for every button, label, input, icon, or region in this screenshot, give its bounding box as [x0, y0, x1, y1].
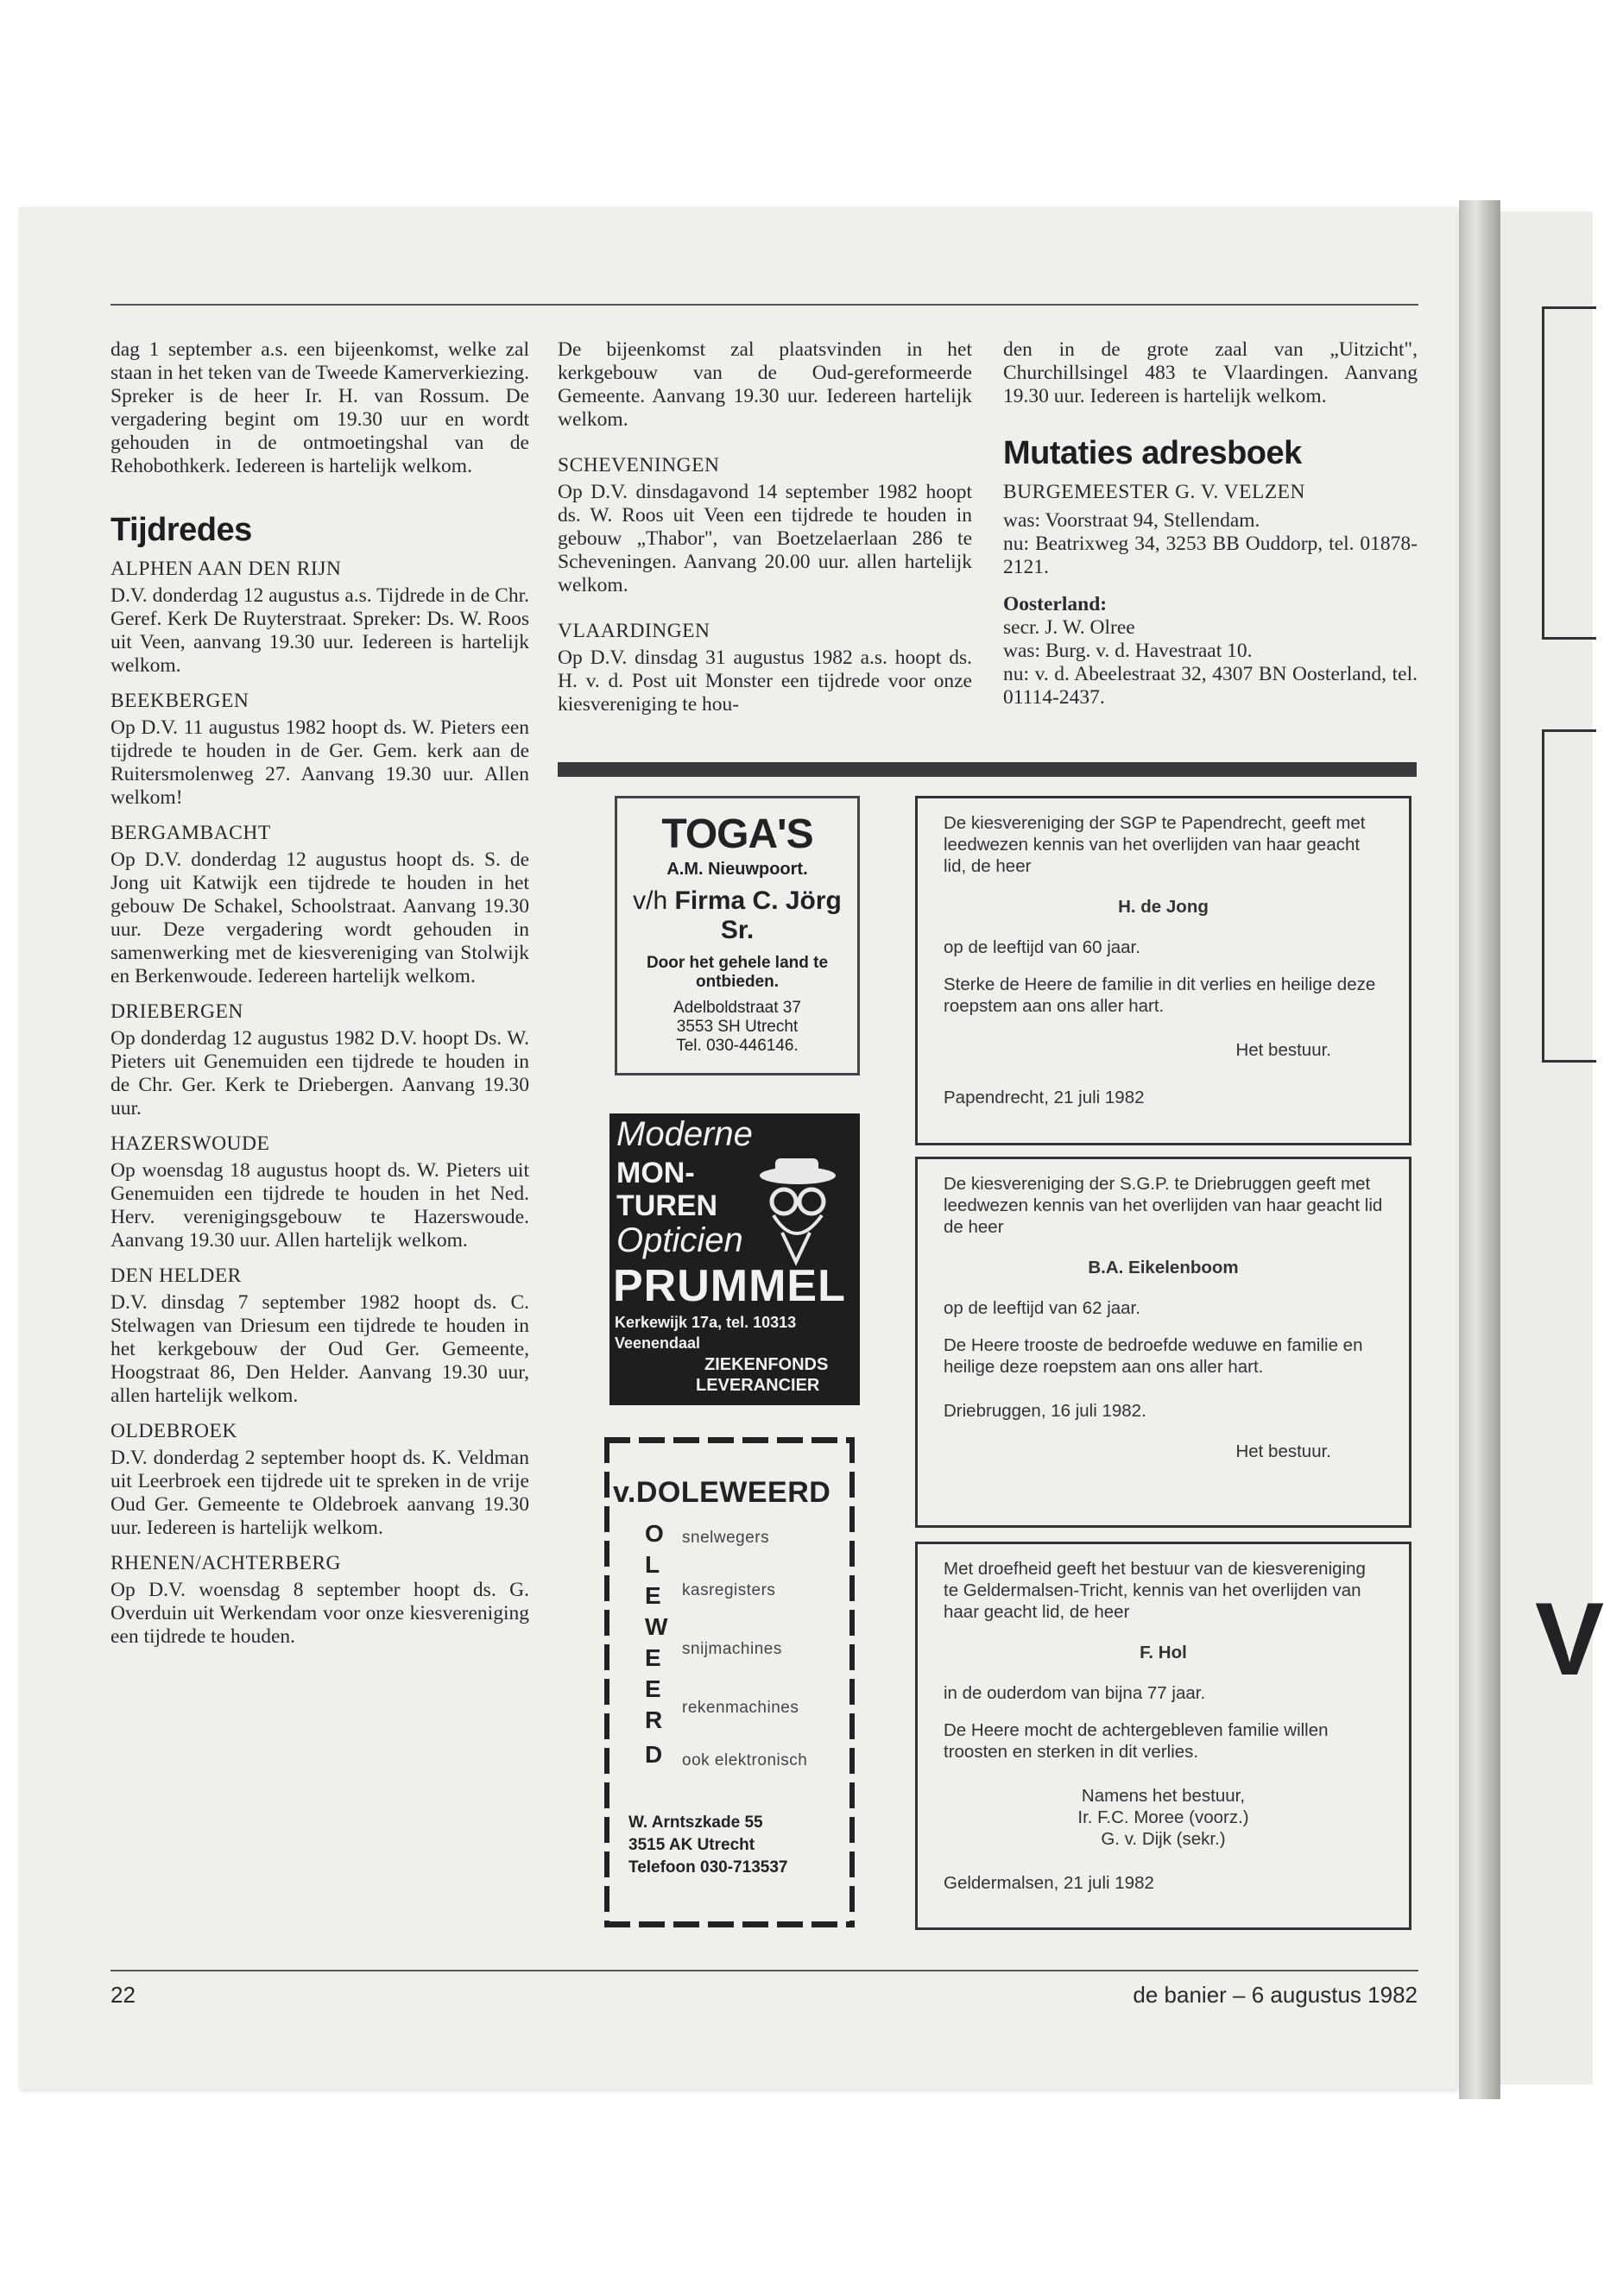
notice-place-date: Geldermalsen, 21 juli 1982	[944, 1873, 1154, 1893]
mutation-nu: nu: v. d. Abeelestraat 32, 4307 BN Oosterland, tel. 01114-2437.	[1003, 663, 1418, 709]
ad-line-part: MON-	[616, 1157, 695, 1189]
adjacent-page-box	[1542, 729, 1596, 1063]
ad-brand: PRUMMEL	[613, 1261, 846, 1311]
entry-text: Op D.V. 11 augustus 1982 hoopt ds. W. Pieters een tijdrede te houden in de Ger. Gem. kerk aan de Ruitersmolenweg 27. Aanvang 19.30 uur. Allen welkom!	[111, 716, 529, 809]
ad-city: 3515 AK Utrecht	[628, 1836, 755, 1854]
column-3	[1003, 338, 1418, 710]
entry-text: Op D.V. dinsdagavond 14 september 1982 hoopt ds. W. Roos uit Veen een tijdrede te houden in gebouw „Thabor", van Boetzelaerlaan 286 te Scheveningen. Aanvang 20.00 uur. allen hartelijk welkom.	[558, 481, 972, 596]
obituary-notice	[915, 1542, 1411, 1930]
ad-street: Adelboldstraat 37	[673, 999, 801, 1017]
ad-letter: D	[645, 1741, 663, 1768]
entry-text: Op D.V. donderdag 12 augustus hoopt ds. S. de Jong uit Katwijk een tijdrede te houden in het gebouw De Schakel, Schoolstraat. Aanvang 19.30 uur. Deze vergadering wordt gehouden in samenwerking met de kiesvereniging van Stolwijk en Berkenwoude. Iedereen hartelijk welkom.	[111, 848, 529, 987]
notice-signature: Namens het bestuur,	[1081, 1786, 1246, 1806]
column-1	[111, 338, 529, 1649]
entry-text: D.V. dinsdag 7 september 1982 hoopt ds. C. Stelwagen van Driesum een tijdrede te houden in het kerkgebouw der Oud Ger. Gemeente, Hoogstraat 86, Den Helder. Aanvang 19.30 uur, allen hartelijk welkom.	[111, 1291, 529, 1407]
ad-line-part: TUREN	[616, 1189, 718, 1222]
dashed-border	[604, 1437, 609, 1927]
notice-age: op de leeftijd van 60 jaar.	[944, 937, 1140, 957]
notice-signature: G. v. Dijk (sekr.)	[1101, 1829, 1226, 1849]
ad-line: LEVERANCIER	[696, 1376, 820, 1395]
page-spine	[1459, 200, 1500, 2099]
dashed-border	[849, 1437, 855, 1927]
notice-place-date: Papendrecht, 21 juli 1982	[944, 1088, 1145, 1107]
notice-name: F. Hol	[1140, 1643, 1187, 1662]
notice-signature: Het bestuur.	[1235, 1040, 1331, 1060]
top-rule	[111, 304, 1418, 306]
notice-name: B.A. Eikelenboom	[1088, 1258, 1239, 1277]
ad-letter: E	[645, 1582, 661, 1609]
ad-firm-name: Firma C. Jörg Sr.	[674, 886, 842, 944]
entry-place: DRIEBERGEN	[111, 1000, 243, 1023]
ad-town: Veenendaal	[615, 1334, 701, 1352]
ad-firm-prefix: v/h	[633, 886, 668, 915]
ad-phone: Telefoon 030-713537	[628, 1858, 788, 1877]
publication-date: de banier – 6 augustus 1982	[1133, 1982, 1418, 2008]
notice-place-date: Driebruggen, 16 juli 1982.	[944, 1401, 1146, 1421]
ad-letter: E	[645, 1644, 661, 1671]
entry-place: BERGAMBACHT	[111, 822, 271, 844]
entry-text: Op woensdag 18 augustus hoopt ds. W. Pieters uit Genemuiden een tijdrede te houden in het Ned. Herv. verenigingsgebouw te Hazerswoude. Aanvang 19.30 uur. Allen hartelijk welkom.	[111, 1159, 529, 1252]
entry-text: Op D.V. woensdag 8 september hoopt ds. G. Overduin uit Werkendam voor onze kiesvereniging een tijdrede te houden.	[111, 1579, 529, 1648]
intro-text: den in de grote zaal van „Uitzicht", Churchillsingel 483 te Vlaardingen. Aanvang 19.30 uur. Iedereen is hartelijk welkom.	[1003, 338, 1418, 407]
ad-firm	[617, 886, 857, 945]
entry-place: ALPHEN AAN DEN RIJN	[111, 558, 342, 580]
ad-letter: O	[645, 1520, 664, 1547]
ad-letter: L	[645, 1551, 660, 1578]
entry-text: D.V. donderdag 12 augustus a.s. Tijdrede in de Chr. Geref. Kerk De Ruyterstraat. Spreker: Ds. W. Roos uit Veen, aanvang 19.30 uur. Iedereen is hartelijk welkom.	[111, 584, 529, 677]
ad-title: TOGA'S	[661, 811, 813, 857]
ad-street: W. Arntszkade 55	[628, 1813, 763, 1832]
entry-text: Op D.V. dinsdag 31 augustus 1982 a.s. hoopt ds. H. v. d. Post uit Monster een tijdrede voor onze kiesvereniging te hou-	[558, 647, 972, 716]
dashed-border	[604, 1437, 855, 1443]
ad-item: snijmachines	[682, 1640, 782, 1658]
obituary-notice	[915, 1157, 1411, 1528]
column-2	[558, 338, 972, 716]
ad-doleweerd	[604, 1437, 855, 1927]
man-with-glasses-icon	[748, 1157, 843, 1265]
ad-letter: E	[645, 1675, 661, 1702]
intro-text: De bijeenkomst zal plaatsvinden in het kerkgebouw van de Oud-gereformeerde Gemeente. Aanvang 19.30 uur. Iedereen hartelijk welkom.	[558, 338, 972, 431]
adjacent-page	[1500, 211, 1593, 2085]
ad-line: Moderne	[616, 1115, 753, 1153]
ad-prummel	[609, 1113, 860, 1405]
ad-letter: W	[645, 1613, 668, 1640]
bottom-rule	[111, 1970, 1418, 1971]
obituary-notice	[915, 796, 1411, 1145]
entry-place: SCHEVENINGEN	[558, 454, 720, 476]
entry-place: HAZERSWOUDE	[111, 1132, 270, 1155]
entry-place: DEN HELDER	[111, 1265, 242, 1287]
entry-place: OLDEBROEK	[111, 1420, 237, 1442]
dashed-border	[604, 1921, 855, 1927]
page-number: 22	[111, 1982, 136, 2008]
ad-item: kasregisters	[682, 1581, 776, 1599]
adjacent-page-letter: V	[1535, 1581, 1604, 1697]
ad-letter: R	[645, 1706, 663, 1733]
mutation-nu: nu: Beatrixweg 34, 3253 BB Ouddorp, tel. 01878-2121.	[1003, 533, 1418, 578]
ad-item: snelwegers	[682, 1529, 770, 1547]
ad-item: rekenmachines	[682, 1699, 799, 1717]
mutation-name: BURGEMEESTER G. V. VELZEN	[1003, 481, 1306, 503]
notice-wish: Sterke de Heere de familie in dit verlies en heilige deze roepstem aan ons aller hart.	[944, 975, 1376, 1016]
ad-line: Opticien	[616, 1221, 743, 1259]
ad-togas	[615, 796, 860, 1075]
ad-tagline: Door het gehele land te ontbieden.	[646, 954, 829, 991]
ad-line	[616, 1157, 717, 1222]
entry-place: BEEKBERGEN	[111, 690, 249, 712]
ad-name: A.M. Nieuwpoort.	[666, 860, 808, 879]
section-heading-mutaties: Mutaties adresboek	[1003, 435, 1302, 471]
notice-wish: De Heere mocht de achtergebleven familie willen troosten en sterken in dit verlies.	[944, 1720, 1329, 1762]
entry-place: VLAARDINGEN	[558, 620, 710, 642]
notice-name: H. de Jong	[1118, 897, 1209, 917]
adjacent-page-box	[1542, 306, 1596, 640]
notice-signature: Het bestuur.	[1235, 1441, 1331, 1461]
notice-age: in de ouderdom van bijna 77 jaar.	[944, 1683, 1206, 1703]
mutation-was: was: Voorstraat 94, Stellendam.	[1003, 509, 1260, 532]
intro-text: dag 1 september a.s. een bijeenkomst, welke zal staan in het teken van de Tweede Kamerverkiezing. Spreker is de heer Ir. H. van Rossum. De vergadering begint om 19.30 uur en wordt gehouden in de ontmoetingshal van de Rehobothkerk. Iedereen is hartelijk welkom.	[111, 338, 529, 477]
entry-text: Op donderdag 12 augustus 1982 D.V. hoopt Ds. W. Pieters uit Genemuiden een tijdrede te houden in de Chr. Ger. Kerk te Driebergen. Aanvang 19.30 uur.	[111, 1027, 529, 1120]
notice-text: De kiesvereniging der S.G.P. te Driebruggen geeft met leedwezen kennis van het overlijden van haar geacht lid de heer	[944, 1174, 1383, 1237]
entry-place: RHENEN/ACHTERBERG	[111, 1552, 341, 1574]
section-heading-tijdredes: Tijdredes	[111, 512, 252, 548]
mutation-secr: secr. J. W. Olree	[1003, 616, 1135, 639]
ad-city: 3553 SH Utrecht	[676, 1018, 799, 1036]
notice-wish: De Heere trooste de bedroefde weduwe en familie en heilige deze roepstem aan ons aller hart.	[944, 1335, 1363, 1377]
mutation-was: was: Burg. v. d. Havestraat 10.	[1003, 640, 1253, 662]
entry-text: D.V. donderdag 2 september hoopt ds. K. Veldman uit Leerbroek een tijdrede uit te spreken in de vrije Oud Ger. Gemeente te Oldebroek aanvang 19.30 uur. Iedereen is hartelijk welkom.	[111, 1447, 529, 1539]
ad-line: ZIEKENFONDS	[704, 1355, 829, 1374]
notice-text: Met droefheid geeft het bestuur van de kiesvereniging te Geldermalsen-Tricht, kennis van het overlijden van haar geacht lid, de heer	[944, 1559, 1366, 1622]
notice-text: De kiesvereniging der SGP te Papendrecht, geeft met leedwezen kennis van het overlijden van haar geacht lid, de heer	[944, 813, 1366, 876]
notice-signature: Ir. F.C. Moree (voorz.)	[1077, 1807, 1249, 1827]
ad-address: Kerkewijk 17a, tel. 10313	[615, 1314, 797, 1331]
mutation-name: Oosterland:	[1003, 593, 1108, 615]
ad-title: v.DOLEWEERD	[613, 1476, 831, 1509]
ad-phone: Tel. 030-446146.	[676, 1037, 799, 1055]
section-divider-bar	[558, 762, 1417, 777]
notice-age: op de leeftijd van 62 jaar.	[944, 1298, 1140, 1318]
ad-item: ook elektronisch	[682, 1751, 808, 1769]
